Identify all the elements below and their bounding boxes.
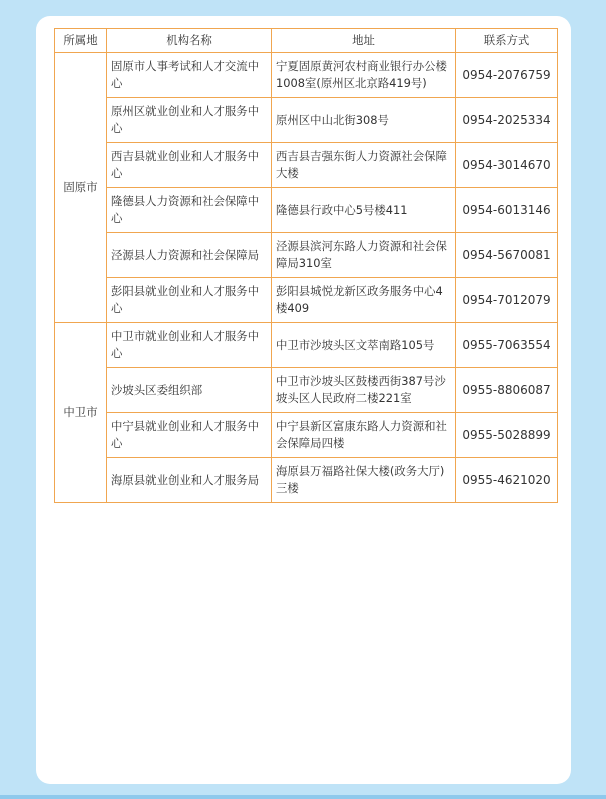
address-cell: 隆德县行政中心5号楼411 (272, 188, 456, 233)
phone-cell: 0954-5670081 (456, 233, 558, 278)
table-row (55, 368, 558, 413)
agency-contact-table (54, 28, 558, 503)
phone-cell: 0955-5028899 (456, 413, 558, 458)
agency-name-cell: 中卫市就业创业和人才服务中心 (107, 323, 272, 368)
region-cell: 中卫市 (55, 323, 107, 503)
address-cell: 海原县万福路社保大楼(政务大厅)三楼 (272, 458, 456, 503)
table-row (55, 188, 558, 233)
phone-cell: 0955-4621020 (456, 458, 558, 503)
table-row (55, 458, 558, 503)
address-cell: 宁夏固原黄河农村商业银行办公楼1008室(原州区北京路419号) (272, 53, 456, 98)
agency-name-cell: 隆德县人力资源和社会保障中心 (107, 188, 272, 233)
table-row (55, 323, 558, 368)
phone-cell: 0955-7063554 (456, 323, 558, 368)
agency-name-cell: 原州区就业创业和人才服务中心 (107, 98, 272, 143)
header-contact: 联系方式 (456, 29, 558, 53)
header-agency-name: 机构名称 (107, 29, 272, 53)
address-cell: 中卫市沙坡头区文萃南路105号 (272, 323, 456, 368)
bottom-edge-strip (0, 795, 606, 799)
table-row (55, 98, 558, 143)
agency-name-cell: 沙坡头区委组织部 (107, 368, 272, 413)
address-cell: 彭阳县城悦龙新区政务服务中心4楼409 (272, 278, 456, 323)
phone-cell: 0954-3014670 (456, 143, 558, 188)
region-cell: 固原市 (55, 53, 107, 323)
phone-cell: 0954-6013146 (456, 188, 558, 233)
agency-name-cell: 彭阳县就业创业和人才服务中心 (107, 278, 272, 323)
agency-name-cell: 西吉县就业创业和人才服务中心 (107, 143, 272, 188)
address-cell: 泾源县滨河东路人力资源和社会保障局310室 (272, 233, 456, 278)
agency-name-cell: 中宁县就业创业和人才服务中心 (107, 413, 272, 458)
phone-cell: 0954-2076759 (456, 53, 558, 98)
page-card (36, 16, 571, 784)
agency-name-cell: 泾源县人力资源和社会保障局 (107, 233, 272, 278)
table-header-row (55, 29, 558, 53)
phone-cell: 0954-2025334 (456, 98, 558, 143)
agency-name-cell: 海原县就业创业和人才服务局 (107, 458, 272, 503)
table-row (55, 233, 558, 278)
table-row (55, 278, 558, 323)
address-cell: 中卫市沙坡头区鼓楼西街387号沙坡头区人民政府二楼221室 (272, 368, 456, 413)
address-cell: 西吉县吉强东街人力资源社会保障大楼 (272, 143, 456, 188)
header-region: 所属地 (55, 29, 107, 53)
table-row (55, 53, 558, 98)
table-row (55, 413, 558, 458)
table-row (55, 143, 558, 188)
address-cell: 原州区中山北街308号 (272, 98, 456, 143)
phone-cell: 0954-7012079 (456, 278, 558, 323)
phone-cell: 0955-8806087 (456, 368, 558, 413)
header-address: 地址 (272, 29, 456, 53)
agency-name-cell: 固原市人事考试和人才交流中心 (107, 53, 272, 98)
address-cell: 中宁县新区富康东路人力资源和社会保障局四楼 (272, 413, 456, 458)
